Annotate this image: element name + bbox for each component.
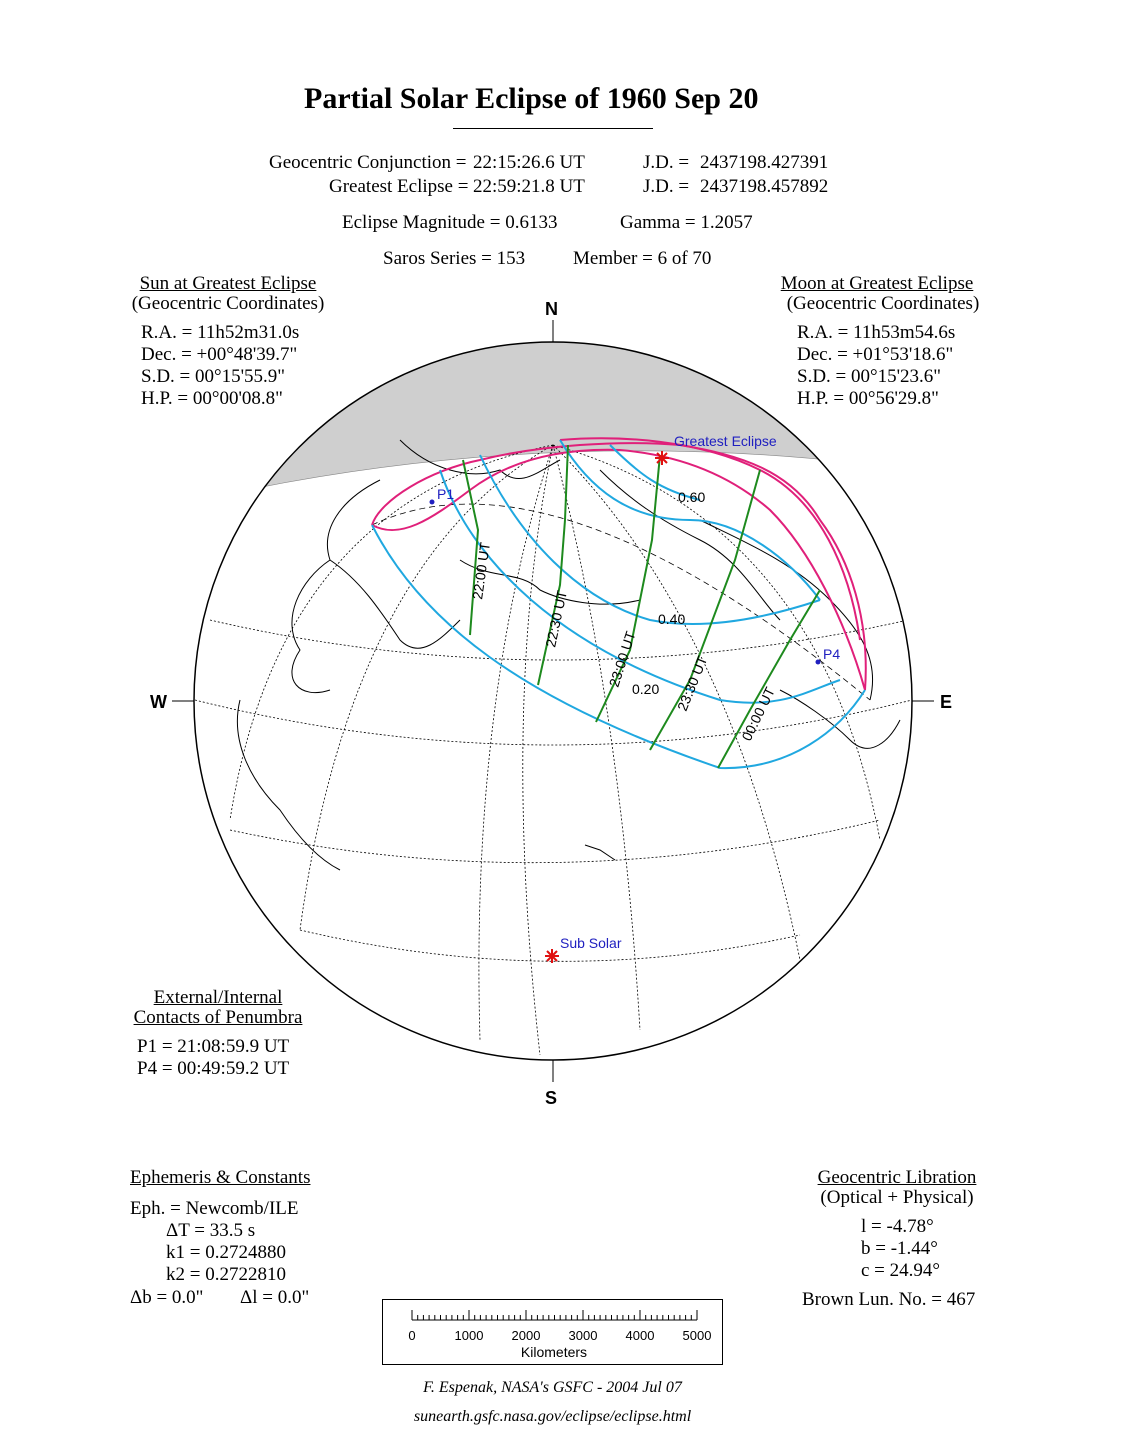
time-label-2330: 23:30 UT: [673, 653, 711, 714]
credit-author: F. Espenak, NASA's GSFC - 2004 Jul 07: [423, 1379, 682, 1396]
moon-subheading: (Geocentric Coordinates): [786, 293, 980, 314]
credit-url[interactable]: sunearth.gsfc.nasa.gov/eclipse/eclipse.html: [413, 1408, 692, 1425]
libration-heading: Geocentric Libration: [817, 1167, 977, 1188]
moon-ra: R.A. = 11h53m54.6s: [797, 322, 956, 343]
compass-west: W: [150, 692, 167, 712]
p4-label: P4: [823, 646, 841, 662]
magnitude-label-040: 0.40: [658, 611, 686, 627]
scale-ruler: [383, 1300, 722, 1364]
sun-ra: R.A. = 11h52m31.0s: [141, 322, 300, 343]
gamma: Gamma = 1.2057: [620, 212, 753, 233]
saros-series: Saros Series = 153: [383, 248, 526, 269]
sun-subheading: (Geocentric Coordinates): [131, 293, 325, 314]
compass-south: S: [545, 1088, 558, 1108]
magnitude-label-060: 0.60: [678, 489, 706, 505]
contacts-heading-1: External/Internal: [153, 987, 283, 1008]
scale-tick-label: 4000: [625, 1328, 655, 1343]
compass-north: N: [545, 299, 558, 319]
saros-member: Member = 6 of 70: [573, 248, 712, 269]
ephemeris-eph: Eph. = Newcomb/ILE: [130, 1198, 299, 1219]
magnitude-label-020: 0.20: [632, 681, 660, 697]
sub-solar-marker: [545, 949, 559, 963]
contact-p1: P1 = 21:08:59.9 UT: [137, 1036, 290, 1057]
p1-point: [430, 500, 435, 505]
libration-subheading: (Optical + Physical): [820, 1187, 974, 1208]
scale-bar: [382, 1299, 723, 1365]
p1-label: P1: [437, 486, 455, 502]
scale-tick-label: 2000: [511, 1328, 541, 1343]
conjunction-jd-label: J.D. =: [643, 152, 690, 173]
sub-solar-label: Sub Solar: [560, 935, 622, 951]
time-label-0000: 00:00 UT: [738, 684, 778, 744]
greatest-label: Greatest Eclipse =: [329, 176, 469, 197]
scale-tick-label: 0: [408, 1328, 416, 1343]
ephemeris-delta-l: Δl = 0.0": [240, 1287, 310, 1308]
conjunction-label: Geocentric Conjunction =: [269, 152, 467, 173]
time-label-2200: 22:00 UT: [469, 541, 493, 601]
contacts-heading-2: Contacts of Penumbra: [133, 1007, 303, 1028]
ephemeris-heading: Ephemeris & Constants: [130, 1167, 311, 1188]
moon-dec: Dec. = +01°53'18.6": [797, 344, 954, 365]
sun-heading: Sun at Greatest Eclipse: [139, 273, 317, 294]
eclipse-magnitude: Eclipse Magnitude = 0.6133: [342, 212, 558, 233]
scale-unit: Kilometers: [520, 1344, 588, 1360]
moon-sd: S.D. = 00°15'23.6": [797, 366, 942, 387]
greatest-time: 22:59:21.8 UT: [473, 176, 585, 197]
contact-p4: P4 = 00:49:59.2 UT: [137, 1058, 290, 1079]
sun-hp: H.P. = 00°00'08.8": [141, 388, 283, 409]
greatest-jd: 2437198.457892: [700, 176, 829, 197]
conjunction-jd: 2437198.427391: [700, 152, 829, 173]
sun-dec: Dec. = +00°48'39.7": [141, 344, 298, 365]
compass-east: E: [940, 692, 953, 712]
libration-l: l = -4.78°: [861, 1216, 934, 1237]
moon-heading: Moon at Greatest Eclipse: [780, 273, 974, 294]
moon-hp: H.P. = 00°56'29.8": [797, 388, 939, 409]
scale-tick-label: 5000: [682, 1328, 712, 1343]
greatest-eclipse-marker: [655, 451, 669, 465]
conjunction-time: 22:15:26.6 UT: [473, 152, 585, 173]
libration-b: b = -1.44°: [861, 1238, 938, 1259]
greatest-jd-label: J.D. =: [643, 176, 690, 197]
page-title: Partial Solar Eclipse of 1960 Sep 20: [304, 82, 759, 115]
scale-tick-label: 3000: [568, 1328, 598, 1343]
brown-lunation: Brown Lun. No. = 467: [802, 1289, 976, 1310]
greatest-eclipse-label: Greatest Eclipse: [674, 433, 777, 449]
p4-point: [816, 660, 821, 665]
time-lines: [463, 445, 820, 768]
time-label-2230: 22:30 UT: [542, 588, 570, 649]
ephemeris-delta-b: Δb = 0.0": [130, 1287, 204, 1308]
scale-tick-label: 1000: [454, 1328, 484, 1343]
coastlines: [237, 440, 900, 870]
ephemeris-k2: k2 = 0.2722810: [166, 1264, 286, 1285]
time-label-2300: 23:00 UT: [605, 629, 639, 689]
sun-sd: S.D. = 00°15'55.9": [141, 366, 286, 387]
ephemeris-delta-t: ΔT = 33.5 s: [166, 1220, 256, 1241]
graticule: [195, 445, 912, 1055]
ephemeris-k1: k1 = 0.2724880: [166, 1242, 286, 1263]
libration-c: c = 24.94°: [861, 1260, 940, 1281]
